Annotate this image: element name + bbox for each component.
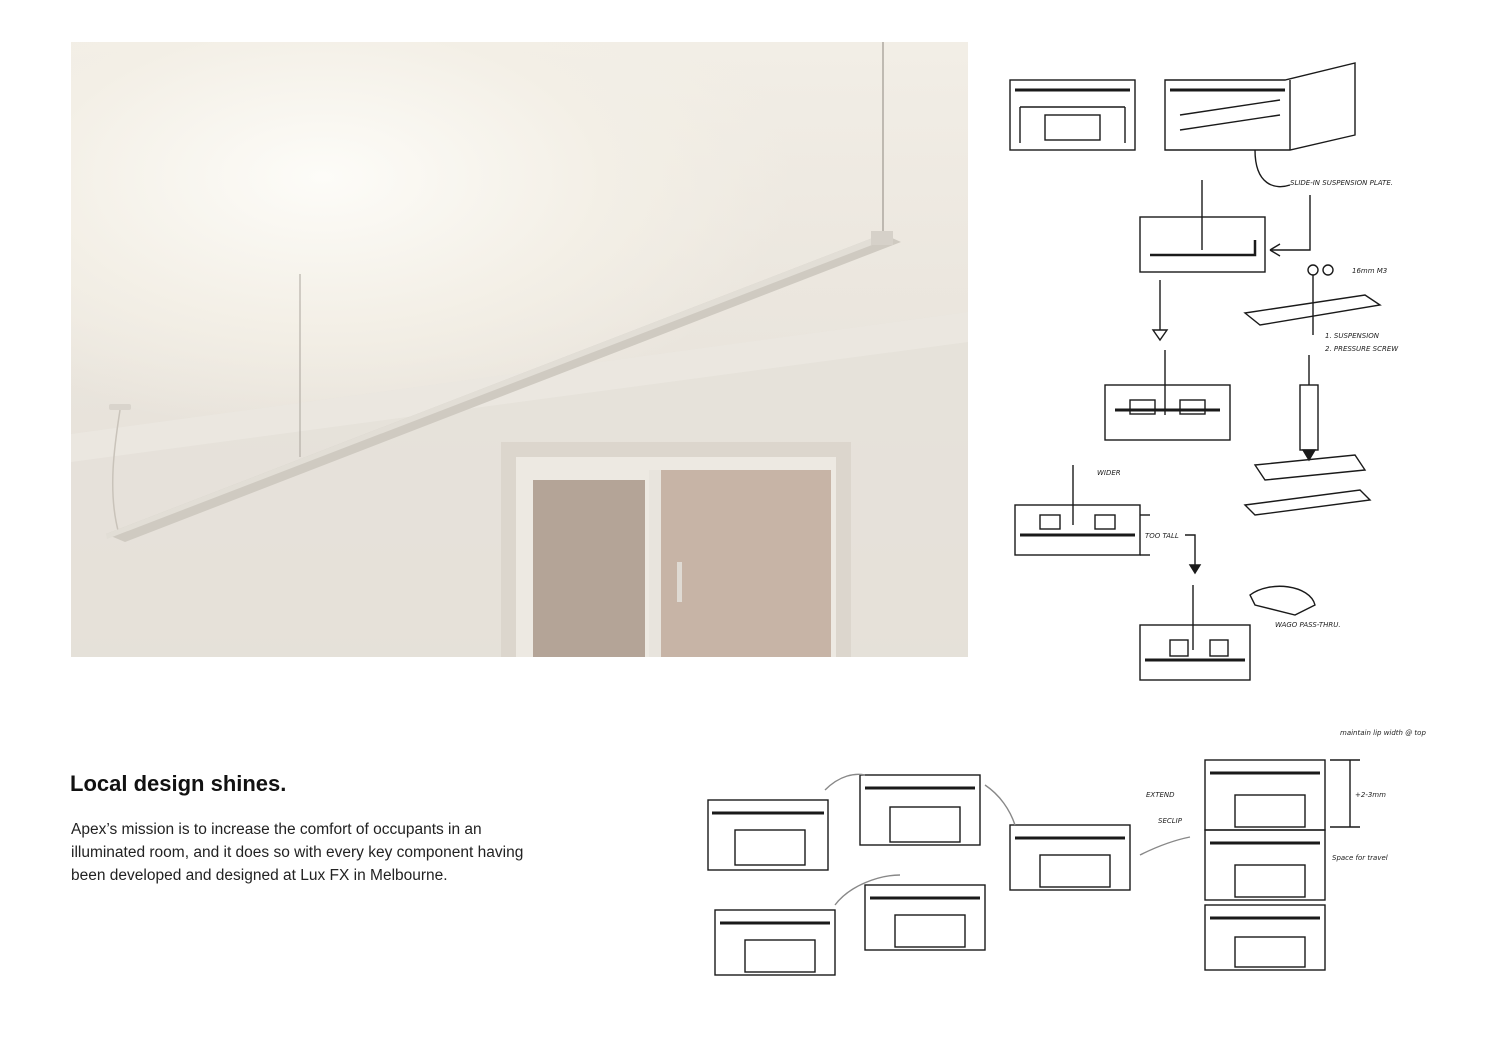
note-wago: WAGO PASS-THRU. [1275, 621, 1341, 629]
pendant-light-photo [71, 42, 968, 657]
note-step-1: 1. SUSPENSION [1325, 332, 1380, 340]
note-too-tall: TOO TALL [1145, 532, 1179, 540]
note-wider: WIDER [1097, 469, 1121, 477]
note-extend: EXTEND [1146, 791, 1175, 799]
mission-paragraph: Apex’s mission is to increase the comfort of occupants in an illuminated room, and it does so with every key component having been developed and designed at Lux FX in Melbourne. [71, 821, 524, 884]
section-heading: Local design shines. [70, 771, 287, 796]
note-dimension: +2-3mm [1355, 791, 1386, 799]
profile-iteration-sketches [700, 715, 1460, 985]
note-m3: 16mm M3 [1352, 267, 1388, 275]
note-space-for-travel: Space for travel [1332, 854, 1388, 862]
note-step-2: 2. PRESSURE SCREW [1325, 345, 1399, 353]
note-se-clip: SECLIP [1158, 817, 1182, 825]
note-slide-in: SLIDE-IN SUSPENSION PLATE. [1290, 179, 1393, 187]
note-lip: maintain lip width @ top [1340, 729, 1426, 737]
assembly-sketches [1005, 55, 1425, 685]
